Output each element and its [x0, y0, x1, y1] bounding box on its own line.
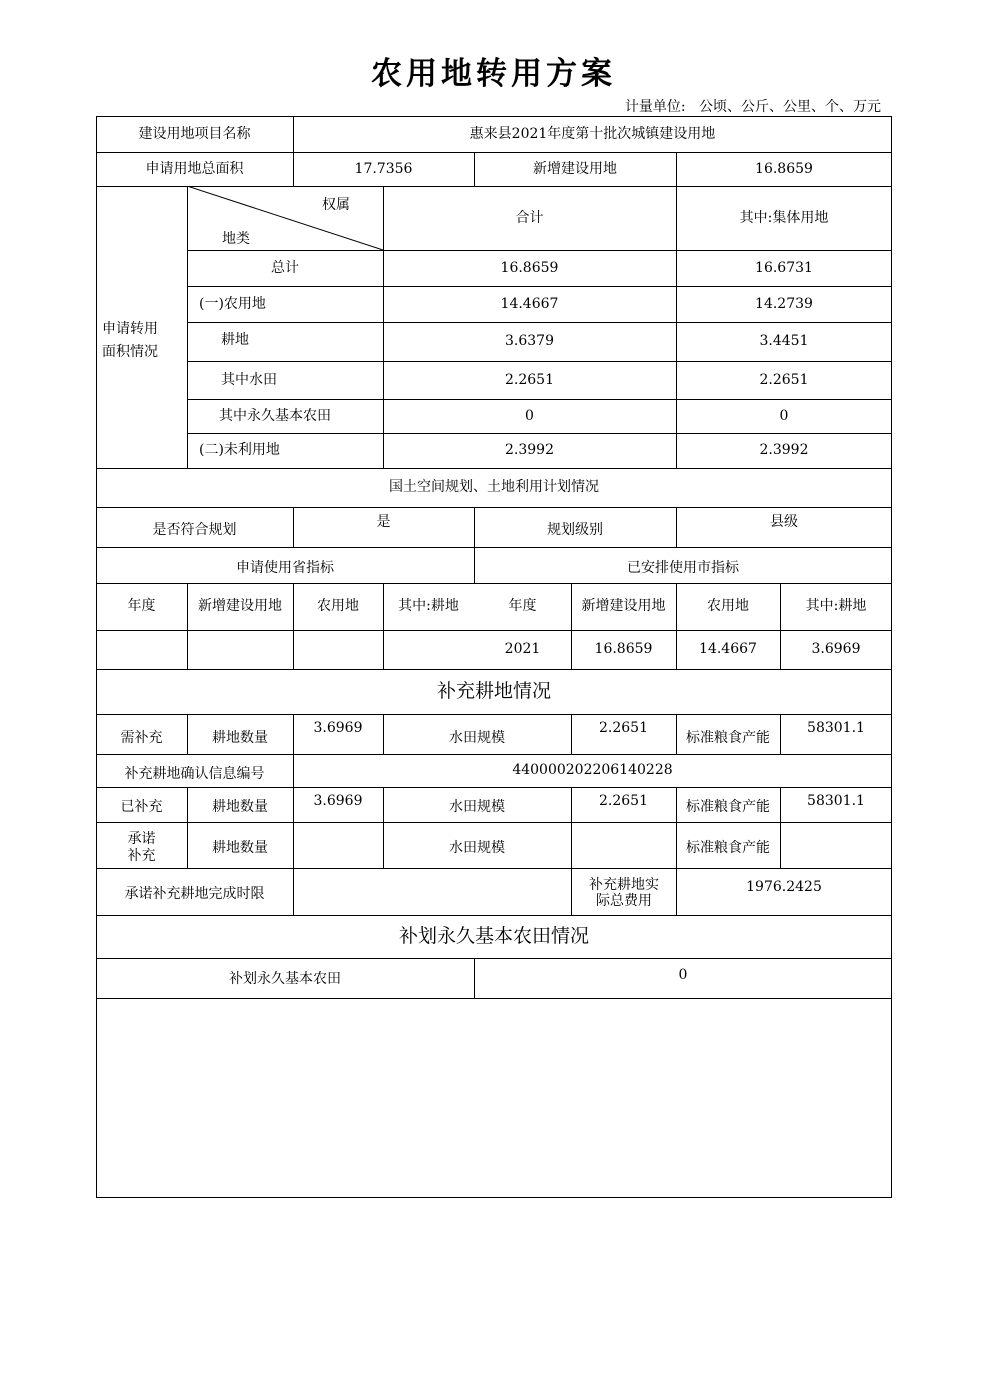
done-paddy-value: 2.2651 — [599, 792, 648, 809]
basic-farmland-heading: 补划永久基本农田情况 — [398, 925, 589, 948]
total-area-value: 17.7356 — [354, 160, 413, 177]
row-total-collective: 16.6731 — [755, 259, 813, 276]
promise-paddy-value — [571, 828, 676, 868]
done-grain-label: 标准粮食产能 — [686, 799, 770, 816]
ind-header-agri-province: 农用地 — [317, 598, 359, 615]
cost-value: 1976.2425 — [746, 879, 822, 896]
basic-farmland-label: 补划永久基本农田 — [229, 971, 341, 988]
ind-header-agri-city: 农用地 — [707, 598, 749, 615]
deadline-value — [293, 868, 571, 915]
new-construction-label: 新增建设用地 — [533, 160, 617, 177]
ind-header-new-province: 新增建设用地 — [198, 598, 282, 615]
city-indicator-heading: 已安排使用市指标 — [627, 560, 739, 577]
done-paddy-label: 水田规模 — [449, 799, 505, 816]
project-name-label: 建设用地项目名称 — [138, 125, 251, 142]
row-unused-sum: 2.3992 — [505, 442, 554, 459]
ind-value-new-city: 16.8659 — [594, 641, 653, 658]
plan-level-label: 规划级别 — [547, 522, 603, 539]
ind-value-year-city: 2021 — [504, 641, 541, 658]
done-qty-label: 耕地数量 — [212, 799, 268, 816]
need-qty-value: 3.6969 — [313, 719, 363, 736]
supplement-heading: 补充耕地情况 — [436, 680, 551, 703]
row-label-total: 总计 — [271, 259, 299, 276]
row-cultivated-sum: 3.6379 — [505, 333, 554, 350]
ind-header-cultivated-province: 其中:耕地 — [398, 598, 459, 615]
planning-heading: 国土空间规划、土地利用计划情况 — [389, 479, 599, 496]
row-agricultural-sum: 14.4667 — [500, 295, 559, 312]
col-total-header: 合计 — [515, 209, 544, 226]
total-area-label: 申请用地总面积 — [145, 160, 244, 177]
promise-supplement-label: 承诺补充 — [127, 830, 156, 864]
row-permanent-collective: 0 — [779, 407, 789, 424]
row-label-permanent-farmland: 其中永久基本农田 — [219, 407, 331, 424]
ind-value-agri-city: 14.4667 — [699, 641, 757, 658]
need-paddy-label: 水田规模 — [449, 729, 505, 746]
need-paddy-value: 2.2651 — [599, 719, 648, 736]
row-unused-collective: 2.3992 — [759, 442, 809, 459]
done-supplement-label: 已补充 — [120, 799, 163, 816]
ind-header-year-province: 年度 — [127, 598, 156, 615]
row-label-unused: (二)未利用地 — [199, 442, 280, 459]
row-label-cultivated: 耕地 — [221, 331, 249, 348]
ind-header-new-city: 新增建设用地 — [581, 598, 666, 615]
ind-header-year-city: 年度 — [508, 598, 537, 615]
col-collective-header: 其中:集体用地 — [739, 209, 829, 226]
row-label-paddy: 其中水田 — [221, 371, 277, 388]
row-paddy-collective: 2.2651 — [759, 371, 809, 388]
diag-header-bottom: 地类 — [222, 230, 250, 247]
diag-header-top: 权属 — [322, 196, 350, 213]
ind-value-new-province — [187, 630, 293, 669]
done-grain-value: 58301.1 — [807, 792, 865, 809]
ind-value-cultivated-province — [383, 630, 474, 669]
confirm-number-value: 440000202206140228 — [512, 762, 673, 779]
cost-label: 补充耕地实际总费用 — [589, 876, 659, 909]
basic-farmland-value: 0 — [678, 966, 688, 983]
need-grain-label: 标准粮食产能 — [686, 729, 770, 746]
remarks-area — [96, 998, 892, 1197]
row-total-sum: 16.8659 — [500, 259, 559, 276]
ind-value-cultivated-city: 3.6969 — [811, 641, 861, 658]
project-name-value: 惠来县2021年度第十批次城镇建设用地 — [469, 125, 716, 142]
ind-value-year-province — [96, 630, 187, 669]
promise-grain-value — [780, 828, 892, 868]
done-qty-value: 3.6969 — [313, 792, 363, 809]
deadline-label: 承诺补充耕地完成时限 — [124, 886, 265, 903]
row-label-agricultural: (一)农用地 — [199, 295, 266, 312]
conversion-side-label: 申请转用面积情况 — [102, 320, 158, 360]
promise-qty-label: 耕地数量 — [212, 839, 268, 856]
unit-note: 计量单位: 公顷、公斤、公里、个、万元 — [624, 99, 881, 115]
row-cultivated-collective: 3.4451 — [759, 333, 809, 350]
promise-grain-label: 标准粮食产能 — [686, 839, 770, 856]
ind-value-agri-province — [293, 630, 383, 669]
conform-plan-value: 是 — [376, 513, 391, 530]
plan-level-value: 县级 — [770, 513, 798, 530]
province-indicator-heading: 申请使用省指标 — [236, 560, 334, 577]
row-paddy-sum: 2.2651 — [505, 371, 554, 388]
ind-header-cultivated-city: 其中:耕地 — [805, 598, 867, 615]
promise-paddy-label: 水田规模 — [449, 839, 505, 856]
need-grain-value: 58301.1 — [807, 719, 865, 736]
need-qty-label: 耕地数量 — [212, 729, 268, 746]
row-agricultural-collective: 14.2739 — [755, 295, 813, 312]
conversion-table — [96, 116, 892, 1198]
new-construction-value: 16.8659 — [755, 160, 813, 177]
confirm-number-label: 补充耕地确认信息编号 — [124, 765, 265, 782]
page-title: 农用地转用方案 — [371, 56, 616, 92]
promise-qty-value — [293, 828, 383, 868]
row-permanent-sum: 0 — [525, 407, 534, 424]
need-supplement-label: 需补充 — [120, 729, 163, 746]
conform-plan-label: 是否符合规划 — [152, 522, 237, 539]
